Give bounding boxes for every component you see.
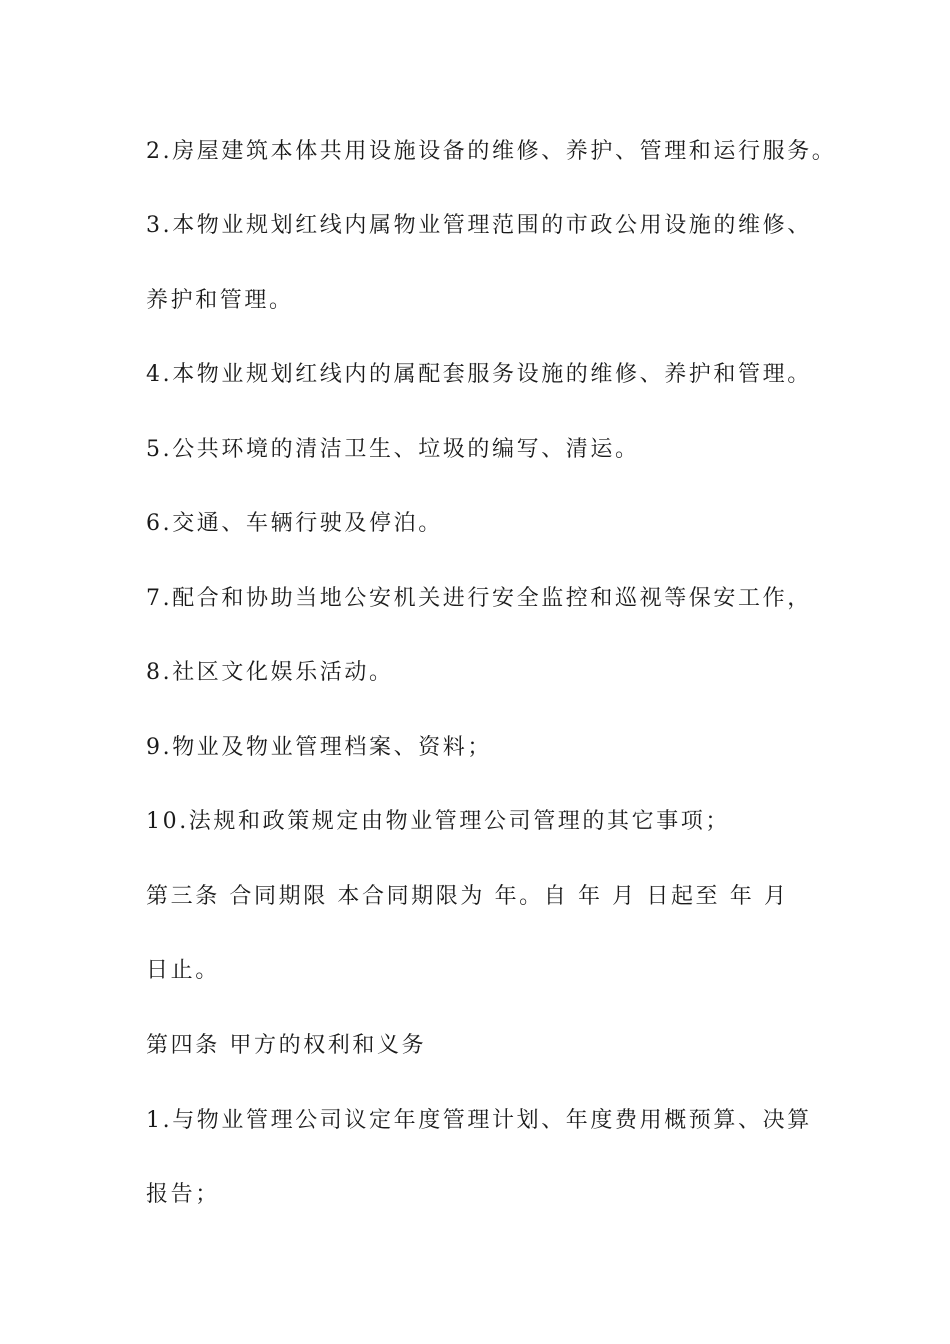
paragraph-line: 第三条 合同期限 本合同期限为 年。自 年 月 日起至 年 月: [146, 884, 789, 909]
section-heading: 第四条 甲方的权利和义务: [146, 1033, 427, 1058]
paragraph-line: 8.社区文化娱乐活动。: [146, 660, 394, 685]
paragraph-line: 2.房屋建筑本体共用设施设备的维修、养护、管理和运行服务。: [146, 139, 837, 164]
paragraph-line: 1.与物业管理公司议定年度管理计划、年度费用概预算、决算: [146, 1108, 812, 1133]
paragraph-line: 4.本物业规划红线内的属配套服务设施的维修、养护和管理。: [146, 362, 812, 387]
paragraph-line: 5.公共环境的清洁卫生、垃圾的编写、清运。: [146, 437, 640, 462]
paragraph-line: 10.法规和政策规定由物业管理公司管理的其它事项；: [146, 809, 730, 834]
paragraph-line: 报告；: [146, 1182, 220, 1207]
paragraph-line: 养护和管理。: [146, 288, 294, 313]
paragraph-line: 9.物业及物业管理档案、资料；: [146, 735, 492, 760]
paragraph-line: 日止。: [146, 958, 220, 983]
paragraph-line: 3.本物业规划红线内属物业管理范围的市政公用设施的维修、: [146, 213, 812, 238]
paragraph-line: 7.配合和协助当地公安机关进行安全监控和巡视等保安工作，: [146, 586, 812, 611]
paragraph-line: 6.交通、车辆行驶及停泊。: [146, 511, 443, 536]
